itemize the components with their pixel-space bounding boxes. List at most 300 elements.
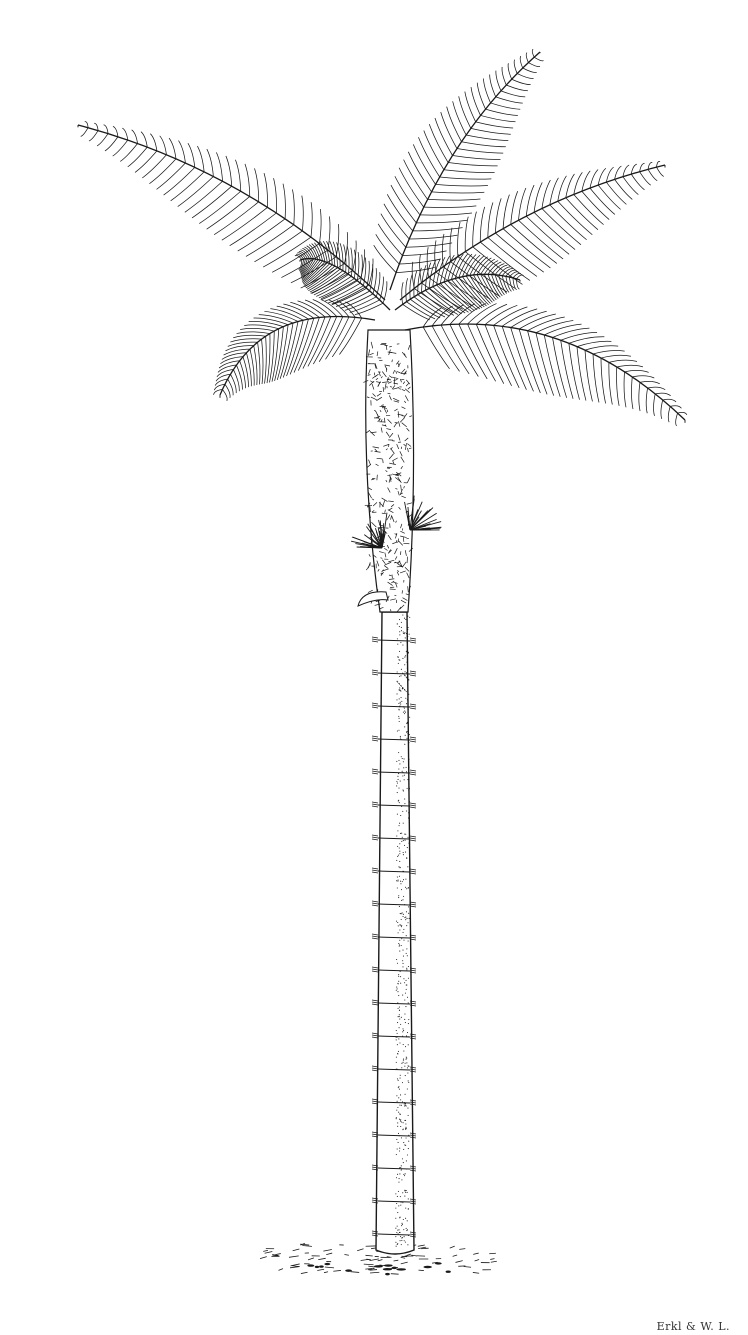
trunk-stipple: [397, 1122, 398, 1123]
trunk-stipple: [401, 1017, 402, 1018]
trunk-spine: [372, 637, 378, 638]
trunk-stipple: [405, 840, 406, 841]
trunk-stipple: [405, 655, 406, 656]
trunk-spine: [372, 703, 378, 704]
frond-lower-right-pinna: [561, 340, 573, 399]
trunk-stipple: [402, 758, 403, 759]
trunk-stipple: [397, 1126, 398, 1127]
trunk-stipple: [398, 981, 399, 982]
trunk-stipple: [398, 760, 399, 761]
trunk-stipple: [405, 1192, 406, 1193]
trunk-stipple: [404, 1103, 405, 1104]
trunk-stipple: [403, 1030, 404, 1031]
trunk-stipple: [403, 1149, 404, 1150]
frond-top-pinna: [429, 124, 448, 162]
trunk-stipple: [398, 1016, 399, 1017]
frond-lower-right-pinna: [640, 381, 660, 383]
trunk-stipple: [396, 987, 397, 988]
frond-upper-right-pinna: [648, 169, 657, 180]
ground-pebble: [396, 1268, 406, 1270]
trunk-spine: [410, 805, 416, 806]
trunk-spine: [410, 838, 416, 839]
frond-upper-right-pinna: [534, 212, 575, 249]
trunk-stipple: [402, 950, 403, 951]
trunk-stipple: [399, 1014, 400, 1015]
trunk-stipple: [407, 1067, 408, 1068]
trunk-stipple: [401, 669, 402, 670]
trunk-stipple: [401, 1137, 402, 1138]
ground-pebble: [384, 1264, 393, 1266]
frond-upper-left-pinna: [311, 202, 312, 237]
trunk-stipple: [406, 1057, 407, 1058]
trunk-stipple: [408, 913, 409, 914]
trunk-stipple: [404, 708, 405, 709]
trunk-stipple: [401, 697, 402, 698]
crownshaft-spine: [366, 567, 369, 570]
frond-upper-right-pinna: [480, 207, 484, 242]
frond-top-pinna: [526, 53, 528, 63]
trunk-stipple: [397, 656, 398, 657]
trunk-stipple: [399, 1178, 400, 1179]
ground-stroke: [369, 1259, 378, 1261]
trunk-stipple: [402, 645, 403, 646]
trunk-stipple: [398, 880, 399, 881]
frond-inner-left-pinna: [319, 279, 354, 298]
trunk-stipple: [398, 1087, 399, 1088]
frond-lower-left-pinna: [290, 319, 308, 374]
trunk-stipple: [399, 1042, 400, 1043]
frond-inner-right-pinna: [414, 271, 417, 297]
trunk-stipple: [401, 1165, 402, 1166]
trunk-stipple: [401, 1223, 402, 1224]
frond-upper-right-pinna: [518, 188, 525, 220]
trunk-stipple: [399, 843, 400, 844]
trunk-stipple: [396, 1139, 397, 1140]
frond-top-pinna: [477, 83, 485, 109]
trunk-stipple: [399, 1027, 400, 1028]
ground-stroke: [318, 1258, 325, 1259]
ground-stroke: [361, 1259, 369, 1260]
frond-lower-right-pinna: [646, 388, 647, 413]
trunk-stipple: [400, 1121, 401, 1122]
trunk-stipple: [407, 642, 408, 643]
frond-lower-right-pinna: [553, 338, 567, 398]
trunk-stipple: [396, 1203, 397, 1204]
trunk-spine: [372, 738, 378, 739]
trunk-stipple: [396, 990, 397, 991]
trunk-stipple: [399, 876, 400, 877]
trunk-stipple: [408, 709, 409, 710]
trunk-stipple: [405, 671, 406, 672]
trunk-stipple: [396, 1030, 397, 1031]
trunk-stipple: [399, 1018, 400, 1019]
trunk-stipple: [407, 1032, 408, 1033]
frond-lower-right-pinna: [502, 309, 537, 326]
trunk-stipple: [397, 1212, 398, 1213]
trunk-stipple: [401, 756, 402, 757]
trunk-stipple: [400, 1126, 401, 1127]
ground-stroke: [357, 1249, 363, 1251]
trunk-stipple: [403, 852, 404, 853]
trunk-stipple: [406, 1228, 407, 1229]
trunk-stipple: [396, 1110, 397, 1111]
frond-inner-right-pinna: [495, 265, 507, 275]
trunk-stipple: [408, 1023, 409, 1024]
trunk-stipple: [406, 767, 407, 768]
trunk-spine: [372, 641, 378, 642]
trunk-stipple: [407, 955, 408, 956]
trunk-spine: [372, 672, 378, 673]
trunk-stipple: [399, 718, 400, 719]
frond-lower-left-pinna: [264, 311, 298, 321]
trunk-stipple: [408, 734, 409, 735]
trunk-stipple: [396, 836, 397, 837]
trunk-stipple: [408, 742, 409, 743]
trunk-stipple: [403, 1122, 404, 1123]
trunk-spine: [410, 741, 416, 742]
trunk-spine: [410, 704, 416, 705]
trunk-stipple: [407, 1108, 408, 1109]
frond-top-pinna: [424, 206, 477, 208]
trunk-stipple: [405, 1173, 406, 1174]
frond-lower-right-pinna: [569, 337, 605, 344]
frond-inner-right-pinna: [477, 275, 494, 302]
frond-lower-left-pinna: [313, 317, 336, 365]
trunk-stipple: [397, 638, 398, 639]
crownshaft-spine: [388, 352, 392, 353]
trunk-stipple: [403, 1062, 404, 1063]
frond-inner-right-pinna: [406, 278, 408, 302]
frond-lower-left-pinna: [270, 309, 303, 321]
trunk-stipple: [405, 1094, 406, 1095]
trunk-stipple: [400, 781, 401, 782]
ground-stroke: [344, 1255, 348, 1256]
frond-lower-right-pinna: [617, 365, 643, 367]
trunk-stipple: [397, 881, 398, 882]
trunk-stipple: [405, 852, 406, 853]
trunk-spine: [372, 804, 378, 805]
trunk-stipple: [402, 1129, 403, 1130]
trunk-stipple: [401, 900, 402, 901]
trunk-stipple: [402, 771, 403, 772]
trunk-stipple: [402, 1028, 403, 1029]
ground-pebble: [435, 1262, 442, 1264]
frond-top-pinna: [432, 192, 485, 193]
frond-upper-right-pinna: [615, 179, 633, 199]
trunk-stipple: [405, 1063, 406, 1064]
trunk-spine: [372, 740, 378, 741]
trunk-stipple: [404, 982, 405, 983]
trunk-stipple: [400, 736, 401, 737]
ground-stroke: [365, 1255, 372, 1256]
frond-upper-left-pinna: [292, 189, 294, 224]
trunk-stipple: [405, 879, 406, 880]
trunk-stipple: [408, 1115, 409, 1116]
ground-stroke: [406, 1254, 411, 1256]
trunk-stipple: [399, 619, 400, 620]
trunk-stipple: [407, 1244, 408, 1245]
trunk-stipple: [402, 1192, 403, 1193]
trunk-stipple: [402, 688, 403, 689]
frond-top-pinna: [465, 92, 476, 122]
trunk-stipple: [404, 713, 405, 714]
trunk-stipple: [402, 811, 403, 812]
frond-top-pinna: [435, 118, 453, 156]
trunk-stipple: [402, 775, 403, 776]
trunk-stipple: [403, 896, 404, 897]
trunk-stipple: [399, 940, 400, 941]
ground-stroke: [323, 1249, 331, 1251]
frond-lower-left-pinna: [228, 379, 233, 395]
trunk-stipple: [403, 940, 404, 941]
frond-top-pinna: [483, 79, 490, 103]
frond-upper-right-pinna: [550, 178, 559, 205]
trunk-stipple: [401, 1225, 402, 1226]
trunk-stipple: [407, 1088, 408, 1089]
trunk-stipple: [396, 693, 397, 694]
trunk-stipple: [402, 960, 403, 961]
trunk-stipple: [398, 855, 399, 856]
trunk-spine: [372, 674, 378, 675]
trunk-stipple: [398, 788, 399, 789]
trunk-stipple: [408, 764, 409, 765]
frond-upper-left-pinna: [226, 156, 232, 186]
trunk-stipple: [403, 914, 404, 915]
trunk-stipple: [404, 999, 405, 1000]
trunk-stipple: [406, 1106, 407, 1107]
frond-upper-right-pinna: [518, 220, 563, 259]
trunk-stipple: [401, 1244, 402, 1245]
trunk-stipple: [403, 1142, 404, 1143]
trunk-stipple: [399, 651, 400, 652]
frond-upper-right-pinna: [511, 191, 518, 224]
trunk-stipple: [405, 675, 406, 676]
trunk-stipple: [398, 943, 399, 944]
trunk-stipple: [398, 995, 399, 996]
trunk-stipple: [398, 866, 399, 867]
trunk-stipple: [403, 1162, 404, 1163]
frond-lower-left-pinna: [225, 384, 230, 398]
frond-upper-right-pinna: [606, 182, 626, 204]
trunk-spine: [372, 773, 378, 774]
ground-stroke: [490, 1259, 494, 1260]
frond-upper-right-pinna: [656, 167, 663, 176]
trunk-stipple: [400, 983, 401, 984]
frond-lower-right-pinna: [661, 400, 663, 419]
frond-lower-left-pinna: [230, 374, 236, 393]
frond-upper-left-pinna: [81, 128, 88, 137]
frond-lower-left-pinna: [236, 365, 242, 390]
trunk-spine: [410, 673, 416, 674]
trunk-stipple: [405, 980, 406, 981]
frond-upper-right-pinna: [590, 188, 615, 214]
trunk-stipple: [397, 991, 398, 992]
trunk-stipple: [401, 841, 402, 842]
trunk-stipple: [397, 876, 398, 877]
trunk-stipple: [408, 1044, 409, 1045]
trunk-stipple: [400, 976, 401, 977]
frond-top-pinna: [453, 156, 501, 160]
trunk-stipple: [396, 1095, 397, 1096]
ground-stroke: [450, 1246, 455, 1248]
frond-lower-right-pinna: [609, 360, 637, 362]
trunk-stipple: [401, 925, 402, 926]
frond-top-pinna: [508, 63, 512, 79]
trunk-stipple: [397, 887, 398, 888]
trunk-stipple: [406, 984, 407, 985]
trunk-stipple: [400, 690, 401, 691]
ground-stroke: [455, 1261, 462, 1263]
trunk-stipple: [408, 1148, 409, 1149]
trunk-spine: [410, 671, 416, 672]
trunk-stipple: [400, 1094, 401, 1095]
frond-lower-right-pinna: [668, 406, 670, 422]
trunk-stipple: [399, 946, 400, 947]
trunk-stipple: [399, 631, 400, 632]
trunk-stipple: [399, 687, 400, 688]
ground-stroke: [333, 1270, 341, 1271]
trunk-spine: [410, 638, 416, 639]
trunk-stipple: [408, 652, 409, 653]
ground-stroke: [308, 1258, 314, 1260]
frond-upper-right-pinna: [526, 216, 569, 254]
trunk-stipple: [399, 951, 400, 952]
trunk-stipple: [404, 618, 405, 619]
frond-top-pinna: [457, 149, 503, 154]
trunk-stipple: [404, 845, 405, 846]
trunk-stipple: [403, 854, 404, 855]
trunk-stipple: [401, 1063, 402, 1064]
trunk-stipple: [406, 925, 407, 926]
frond-upper-left-pinna: [188, 143, 195, 167]
frond-lower-right-pinna: [625, 370, 649, 372]
trunk-stipple: [409, 918, 410, 919]
frond-upper-right-pinna: [503, 229, 550, 268]
trunk-spine: [372, 905, 378, 906]
trunk-stipple: [406, 810, 407, 811]
trunk-stipple: [406, 918, 407, 919]
trunk-stipple: [399, 709, 400, 710]
trunk-stipple: [409, 788, 410, 789]
trunk-stipple: [408, 1080, 409, 1081]
trunk-stipple: [402, 837, 403, 838]
trunk-stipple: [408, 1141, 409, 1142]
trunk-spine: [410, 871, 416, 872]
trunk-stipple: [408, 906, 409, 907]
frond-top-pinna: [532, 49, 534, 57]
frond-lower-left-pinna: [267, 334, 270, 383]
frond-lower-left-pinna: [308, 317, 331, 367]
ground-pebble: [307, 1264, 314, 1266]
trunk-stipple: [395, 1236, 396, 1237]
frond-top-pinna: [444, 170, 495, 173]
frond-upper-right-pinna: [458, 222, 461, 256]
frond-top-pinna: [448, 163, 497, 166]
ground-stroke: [401, 1257, 406, 1258]
trunk-stipple: [402, 899, 403, 900]
trunk-outline: [376, 612, 414, 1254]
trunk-stipple: [400, 1217, 401, 1218]
trunk-stipple: [398, 663, 399, 664]
frond-upper-right-pinna: [640, 172, 651, 185]
crownshaft-spine: [369, 554, 370, 556]
frond-inner-left-pinna: [347, 246, 349, 274]
ground-pebble: [345, 1269, 352, 1271]
frond-top-rachis: [390, 52, 540, 290]
frond-upper-right-pinna: [503, 195, 509, 229]
trunk-stipple: [400, 1099, 401, 1100]
frond-top-pinna: [461, 142, 505, 147]
frond-upper-right-pinna: [534, 182, 542, 212]
ground-stroke: [394, 1260, 399, 1261]
ground-stroke: [368, 1266, 374, 1267]
trunk-stipple: [405, 1006, 406, 1007]
trunk-stipple: [406, 935, 407, 936]
trunk-stipple: [399, 634, 400, 635]
trunk-stipple: [397, 671, 398, 672]
frond-top-pinna: [428, 199, 481, 200]
frond-top-pinna: [501, 91, 525, 97]
ground-pebble: [374, 1265, 383, 1267]
trunk-stipple: [398, 779, 399, 780]
frond-upper-right-rachis: [400, 165, 665, 300]
trunk-stipple: [399, 823, 400, 824]
trunk-stipple: [397, 1148, 398, 1149]
trunk-stipple: [397, 988, 398, 989]
trunk-spine: [372, 1002, 378, 1003]
frond-upper-left-pinna: [149, 159, 176, 184]
trunk-stipple: [397, 1053, 398, 1054]
trunk-stipple: [402, 789, 403, 790]
trunk-stipple: [407, 847, 408, 848]
ground-pebble: [315, 1266, 319, 1268]
trunk-stipple: [398, 1051, 399, 1052]
trunk-stipple: [404, 726, 405, 727]
trunk-spine: [372, 837, 378, 838]
trunk-stipple: [406, 989, 407, 990]
trunk-stipple: [397, 1226, 398, 1227]
trunk-stipple: [397, 1230, 398, 1231]
trunk-stipple: [396, 1062, 397, 1063]
trunk-stipple: [406, 662, 407, 663]
ground-stroke: [459, 1249, 465, 1250]
trunk-stipple: [396, 1117, 397, 1118]
trunk-stipple: [399, 1173, 400, 1174]
trunk-spine: [372, 806, 378, 807]
frond-upper-left-pinna: [197, 146, 204, 172]
trunk-stipple: [397, 814, 398, 815]
trunk-stipple: [399, 906, 400, 907]
trunk-stipple: [401, 889, 402, 890]
frond-upper-left-pinna: [245, 164, 250, 197]
frond-upper-left-pinna: [157, 163, 186, 189]
frond-upper-left-pinna: [207, 149, 214, 176]
frond-lower-right-pinna: [585, 346, 618, 350]
trunk-stipple: [405, 690, 406, 691]
frond-lower-left-pinna: [243, 357, 248, 388]
trunk-stipple: [401, 686, 402, 687]
trunk-stipple: [408, 789, 409, 790]
ground-stroke: [279, 1269, 283, 1271]
frond-lower-left-pinna: [337, 301, 355, 318]
ground-pebble: [319, 1265, 324, 1267]
ground-stroke: [291, 1264, 300, 1266]
trunk-stipple: [397, 1022, 398, 1023]
frond-lower-left-pinna: [332, 317, 355, 357]
trunk-spine: [410, 869, 416, 870]
trunk-stipple: [403, 978, 404, 979]
trunk-stipple: [405, 1127, 406, 1128]
